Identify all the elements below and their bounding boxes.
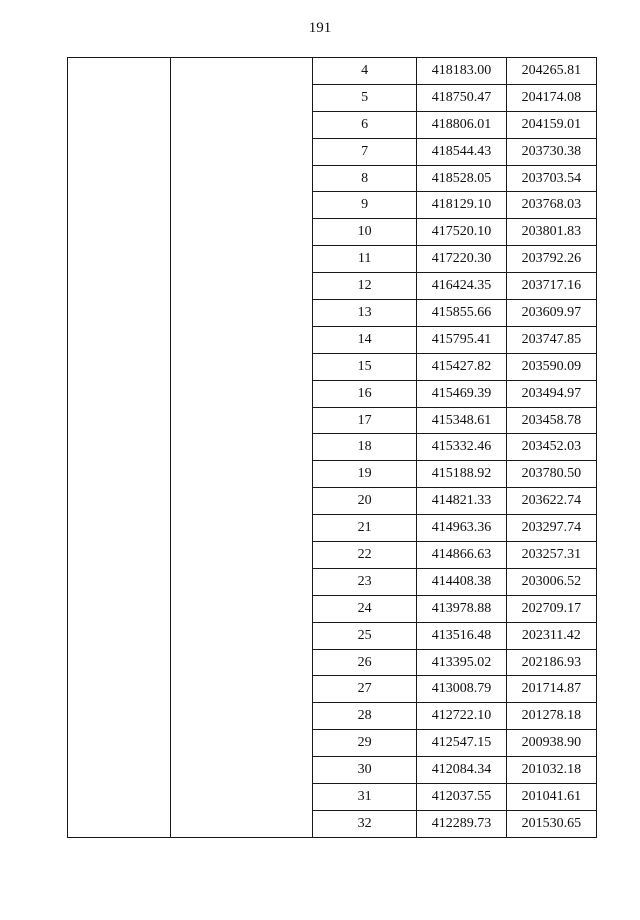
x-coordinate-cell: 418528.05: [417, 165, 506, 192]
y-coordinate-cell: 203801.83: [506, 219, 596, 246]
point-number-cell: 13: [312, 300, 416, 327]
point-number-cell: 30: [312, 757, 416, 784]
point-number-cell: 14: [312, 326, 416, 353]
x-coordinate-cell: 415855.66: [417, 300, 506, 327]
y-coordinate-cell: 203703.54: [506, 165, 596, 192]
point-number-cell: 16: [312, 380, 416, 407]
x-coordinate-cell: 414963.36: [417, 515, 506, 542]
x-coordinate-cell: 417220.30: [417, 246, 506, 273]
y-coordinate-cell: 201530.65: [506, 810, 596, 837]
y-coordinate-cell: 202709.17: [506, 595, 596, 622]
point-number-cell: 5: [312, 84, 416, 111]
coordinates-table-body: [68, 58, 597, 838]
y-coordinate-cell: 203590.09: [506, 353, 596, 380]
point-number-cell: 10: [312, 219, 416, 246]
x-coordinate-cell: 418544.43: [417, 138, 506, 165]
point-number-cell: 28: [312, 703, 416, 730]
x-coordinate-cell: 412547.15: [417, 730, 506, 757]
point-number-cell: 11: [312, 246, 416, 273]
y-coordinate-cell: 203297.74: [506, 515, 596, 542]
y-coordinate-cell: 201714.87: [506, 676, 596, 703]
x-coordinate-cell: 415427.82: [417, 353, 506, 380]
point-number-cell: 17: [312, 407, 416, 434]
point-number-cell: 19: [312, 461, 416, 488]
point-number-cell: 31: [312, 784, 416, 811]
point-number-cell: 8: [312, 165, 416, 192]
y-coordinate-cell: 203730.38: [506, 138, 596, 165]
x-coordinate-cell: 415348.61: [417, 407, 506, 434]
blank-column-cell-1: [68, 58, 171, 838]
x-coordinate-cell: 415795.41: [417, 326, 506, 353]
x-coordinate-cell: 414408.38: [417, 568, 506, 595]
x-coordinate-cell: 413395.02: [417, 649, 506, 676]
blank-column-cell-2: [171, 58, 313, 838]
x-coordinate-cell: 418750.47: [417, 84, 506, 111]
point-number-cell: 4: [312, 58, 416, 85]
y-coordinate-cell: 201278.18: [506, 703, 596, 730]
point-number-cell: 24: [312, 595, 416, 622]
x-coordinate-cell: 413516.48: [417, 622, 506, 649]
x-coordinate-cell: 416424.35: [417, 273, 506, 300]
x-coordinate-cell: 418129.10: [417, 192, 506, 219]
y-coordinate-cell: 201041.61: [506, 784, 596, 811]
y-coordinate-cell: 203006.52: [506, 568, 596, 595]
y-coordinate-cell: 203717.16: [506, 273, 596, 300]
y-coordinate-cell: 204174.08: [506, 84, 596, 111]
y-coordinate-cell: 203257.31: [506, 542, 596, 569]
point-number-cell: 27: [312, 676, 416, 703]
point-number-cell: 12: [312, 273, 416, 300]
y-coordinate-cell: 203780.50: [506, 461, 596, 488]
y-coordinate-cell: 200938.90: [506, 730, 596, 757]
point-number-cell: 18: [312, 434, 416, 461]
y-coordinate-cell: 204265.81: [506, 58, 596, 85]
x-coordinate-cell: 418806.01: [417, 111, 506, 138]
point-number-cell: 7: [312, 138, 416, 165]
point-number-cell: 23: [312, 568, 416, 595]
y-coordinate-cell: 203609.97: [506, 300, 596, 327]
y-coordinate-cell: 203768.03: [506, 192, 596, 219]
point-number-cell: 25: [312, 622, 416, 649]
x-coordinate-cell: 418183.00: [417, 58, 506, 85]
x-coordinate-cell: 413008.79: [417, 676, 506, 703]
x-coordinate-cell: 414866.63: [417, 542, 506, 569]
y-coordinate-cell: 203622.74: [506, 488, 596, 515]
x-coordinate-cell: 414821.33: [417, 488, 506, 515]
point-number-cell: 22: [312, 542, 416, 569]
coordinates-table: [67, 57, 597, 838]
point-number-cell: 21: [312, 515, 416, 542]
point-number-cell: 20: [312, 488, 416, 515]
point-number-cell: 15: [312, 353, 416, 380]
x-coordinate-cell: 412037.55: [417, 784, 506, 811]
x-coordinate-cell: 412722.10: [417, 703, 506, 730]
y-coordinate-cell: 202311.42: [506, 622, 596, 649]
y-coordinate-cell: 203494.97: [506, 380, 596, 407]
y-coordinate-cell: 203747.85: [506, 326, 596, 353]
point-number-cell: 29: [312, 730, 416, 757]
x-coordinate-cell: 415469.39: [417, 380, 506, 407]
x-coordinate-cell: 415188.92: [417, 461, 506, 488]
y-coordinate-cell: 201032.18: [506, 757, 596, 784]
y-coordinate-cell: 202186.93: [506, 649, 596, 676]
y-coordinate-cell: 204159.01: [506, 111, 596, 138]
y-coordinate-cell: 203792.26: [506, 246, 596, 273]
table-row: [68, 58, 597, 85]
point-number-cell: 32: [312, 810, 416, 837]
point-number-cell: 6: [312, 111, 416, 138]
x-coordinate-cell: 412289.73: [417, 810, 506, 837]
x-coordinate-cell: 417520.10: [417, 219, 506, 246]
point-number-cell: 26: [312, 649, 416, 676]
x-coordinate-cell: 415332.46: [417, 434, 506, 461]
y-coordinate-cell: 203452.03: [506, 434, 596, 461]
x-coordinate-cell: 413978.88: [417, 595, 506, 622]
page-number: 191: [308, 20, 332, 36]
x-coordinate-cell: 412084.34: [417, 757, 506, 784]
point-number-cell: 9: [312, 192, 416, 219]
y-coordinate-cell: 203458.78: [506, 407, 596, 434]
